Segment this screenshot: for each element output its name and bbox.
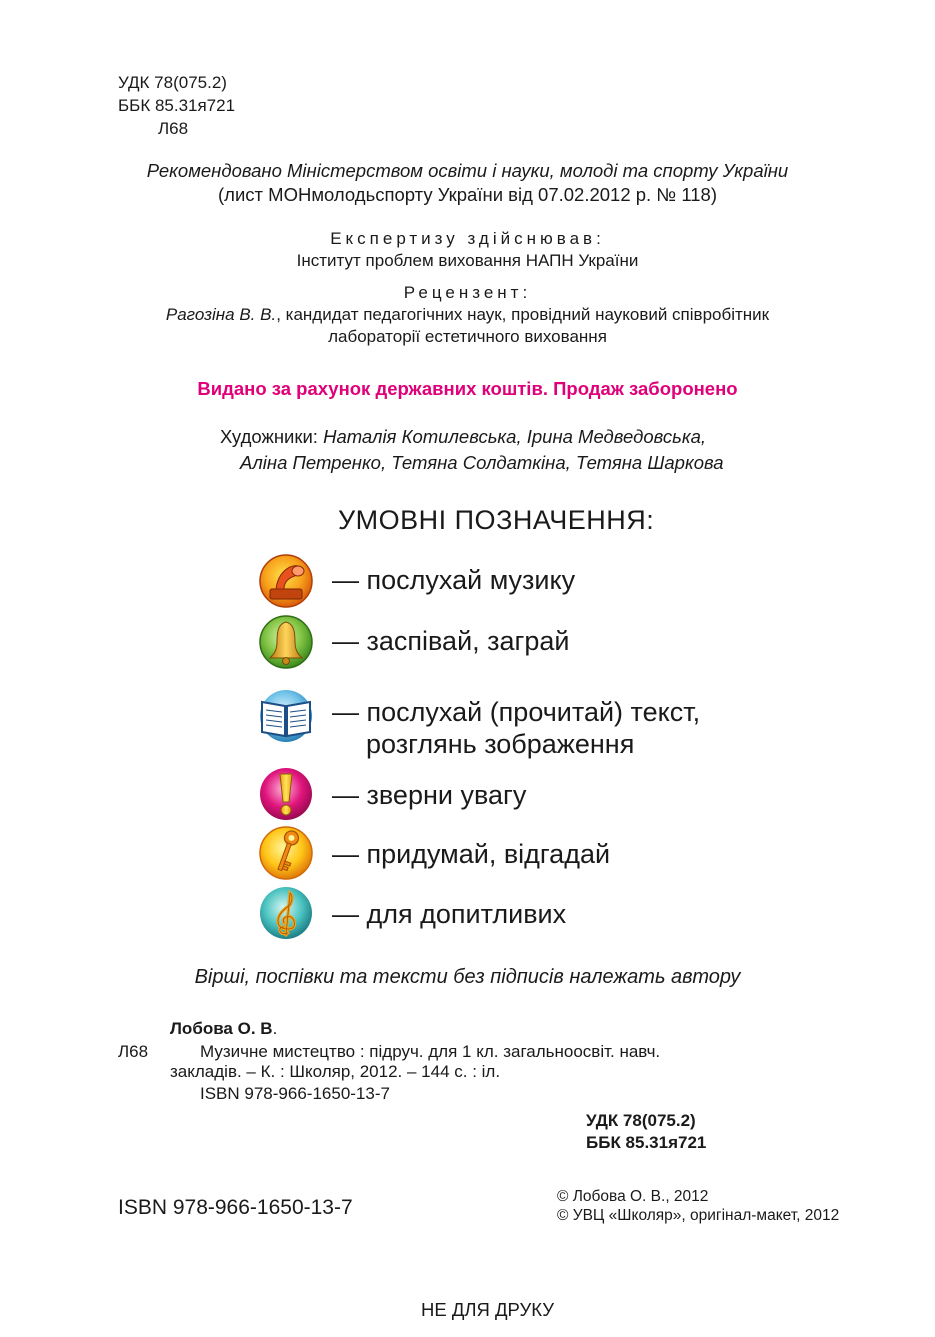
legend-text-curious: — для допитливих xyxy=(332,899,567,929)
bbk-top: ББК 85.31я721 xyxy=(118,96,236,115)
legend-text-read-text: — послухай (прочитай) текст, xyxy=(332,697,701,727)
book-icon xyxy=(258,688,314,744)
recommendation-line1: Рекомендовано Міністерством освіти і науки, молоді та спорту України xyxy=(146,160,789,181)
bib-bbk: ББК 85.31я721 xyxy=(586,1133,707,1152)
legend-text-attention: — зверни увагу xyxy=(332,780,527,810)
bib-author: Лобова О. В xyxy=(170,1019,273,1038)
legend-text-view-image: розглянь зображення xyxy=(366,729,635,759)
legend-text-listen-music: — послухай музику xyxy=(332,565,576,595)
bib-line1: Музичне мистецтво : підруч. для 1 кл. загальноосвіт. навч. xyxy=(200,1042,661,1061)
gramophone-icon xyxy=(258,553,314,609)
key-icon xyxy=(258,825,314,881)
exclamation-icon xyxy=(258,766,314,822)
legend-title: УМОВНІ ПОЗНАЧЕННЯ: xyxy=(338,505,655,535)
reviewer-heading: Рецензент: xyxy=(403,283,532,302)
artists-names1: Наталія Котилевська, Ірина Медведовська, xyxy=(323,426,707,447)
reviewer-desc1: , кандидат педагогічних наук, провідний науковий співробітник xyxy=(276,305,770,324)
bell-icon xyxy=(258,614,314,670)
artists-names2: Аліна Петренко, Тетяна Солдаткіна, Тетяна Шаркова xyxy=(240,452,724,473)
code-top: Л68 xyxy=(158,119,189,138)
expertise-heading: Експертизу здійснював: xyxy=(330,229,605,248)
legend-text-invent-guess: — придумай, відгадай xyxy=(332,839,611,869)
footer-isbn: ISBN 978-966-1650-13-7 xyxy=(118,1196,353,1219)
bib-udk: УДК 78(075.2) xyxy=(586,1111,696,1130)
udk-top: УДК 78(075.2) xyxy=(118,73,227,92)
authorship-note: Вірші, поспівки та тексти без підписів належать автору xyxy=(194,966,741,988)
recommendation-line2: (лист МОНмолодьспорту України від 07.02.2012 р. № 118) xyxy=(218,184,717,205)
artists-label: Художники: xyxy=(220,426,324,447)
expertise-org: Інститут проблем виховання НАПН України xyxy=(296,251,639,270)
reviewer-line1 xyxy=(0,304,935,326)
bib-code: Л68 xyxy=(118,1042,149,1061)
bib-line2: закладів. – К. : Школяр, 2012. – 144 с. : іл. xyxy=(170,1062,501,1081)
bib-author-line xyxy=(170,1018,277,1040)
reviewer-desc2: лабораторії естетичного виховання xyxy=(328,327,607,346)
copyright-author: © Лобова О. В., 2012 xyxy=(557,1188,709,1205)
treble-clef-icon xyxy=(258,885,314,941)
not-for-print: НЕ ДЛЯ ДРУКУ xyxy=(421,1299,554,1320)
copyright-publisher: © УВЦ «Школяр», оригінал-макет, 2012 xyxy=(557,1207,840,1224)
legend-text-sing-play: — заспівай, заграй xyxy=(332,626,570,656)
artists-line1 xyxy=(220,426,706,448)
bib-isbn: ISBN 978-966-1650-13-7 xyxy=(200,1084,390,1103)
sale-prohibited-notice: Видано за рахунок державних коштів. Продаж заборонено xyxy=(197,378,738,399)
reviewer-name: Рагозіна В. В. xyxy=(165,305,277,324)
bib-author-dot: . xyxy=(272,1019,278,1038)
